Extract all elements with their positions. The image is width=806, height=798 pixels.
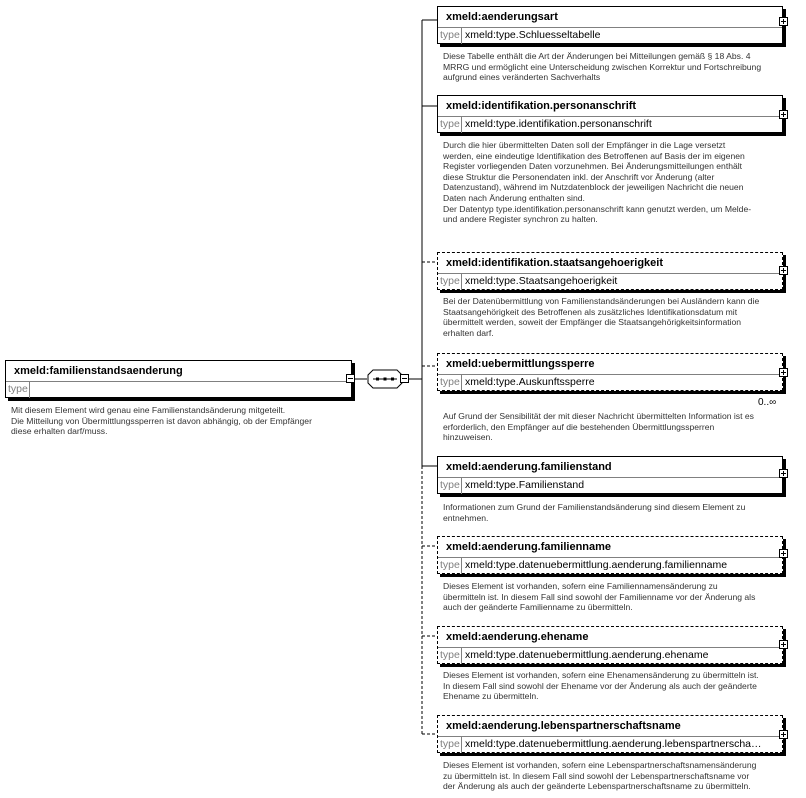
root-element-box[interactable] (5, 360, 352, 398)
root-type-label: type (6, 382, 30, 398)
child-type-value: xmeld:type.Staatsangehoerigkeit (465, 275, 618, 287)
child-type-row (438, 736, 782, 753)
expand-plus-icon[interactable] (779, 368, 788, 377)
root-element-name: xmeld:familienstandsaenderung (14, 365, 183, 377)
expand-plus-icon[interactable] (779, 266, 788, 275)
child-element-name: xmeld:aenderung.familienname (446, 541, 612, 553)
child-element-box[interactable] (437, 353, 783, 391)
child-type-row (438, 116, 782, 133)
child-type-row (438, 273, 782, 290)
root-documentation: Mit diesem Element wird genau eine Familienstandsänderung mitgeteilt. Die Mitteilung von Übermittlungssperren ist davon abhängig, ob der Empfänger diese erhalten darf/muss. (11, 405, 312, 437)
expand-plus-icon[interactable] (779, 730, 788, 739)
expand-plus-icon[interactable] (779, 469, 788, 478)
child-type-value: xmeld:type.Familienstand (465, 479, 585, 491)
child-documentation: Diese Tabelle enthält die Art der Änderungen bei Mitteilungen gemäß § 18 Abs. 4 MRRG und ermöglicht eine Unterscheidung zwischen Korrektur und Fortschreibung aufgrund eines veränderten Sachverhalts (443, 51, 762, 83)
child-type-label: type (438, 558, 462, 574)
child-type-value: xmeld:type.Auskunftssperre (465, 376, 595, 388)
child-documentation: Dieses Element ist vorhanden, sofern eine Ehenamensänderung zu übermitteln ist. In diesem Fall sind sowohl der Ehename vor der Änderung als auch der geänderte Ehename zu übermitteln. (443, 670, 759, 702)
sequence-collapse-icon[interactable] (400, 374, 409, 383)
child-element-box[interactable] (437, 536, 783, 574)
child-element-box[interactable] (437, 626, 783, 664)
child-element-name: xmeld:aenderung.ehename (446, 631, 589, 643)
occurrence-label: 0..∞ (758, 397, 777, 408)
expand-plus-icon[interactable] (779, 640, 788, 649)
child-element-box[interactable] (437, 252, 783, 290)
child-element-box[interactable] (437, 715, 783, 753)
expand-plus-icon[interactable] (779, 549, 788, 558)
child-type-row (438, 477, 782, 494)
child-documentation: Dieses Element ist vorhanden, sofern eine Lebenspartnerschaftsnamensänderung zu übermitteln ist. In diesem Fall sind sowohl der Lebenspartnerschaftsname vor der Änderung als auch der geänderte Lebenspartnerschaftsname zu übermitteln. (443, 760, 757, 792)
child-documentation: Informationen zum Grund der Familienstandsänderung sind diesem Element zu entnehmen. (443, 502, 746, 523)
child-documentation: Auf Grund der Sensibilität der mit dieser Nachricht übermittelten Information ist es erforderlich, den Empfänger auf die bestehenden Übermittlungssperren hinzuweisen. (443, 411, 754, 443)
child-element-box[interactable] (437, 6, 783, 44)
child-type-value: xmeld:type.datenuebermittlung.aenderung.familienname (465, 559, 728, 571)
expand-plus-icon[interactable] (779, 110, 788, 119)
child-type-value: xmeld:type.datenuebermittlung.aenderung.lebenspartnerscha… (465, 738, 762, 750)
child-type-label: type (438, 648, 462, 664)
child-documentation: Durch die hier übermittelten Daten soll der Empfänger in die Lage versetzt werden, eine eindeutige Identifikation des Betroffenen auf Basis der im eigenen Register vorliegenden Daten vorzunehmen. Bei Änderungsmitteilungen enthält diese Struktur die Personendaten inkl. der Anschrift vor Änderung (alter Datenzustand), während im Nutzdatenblock der jeweiligen Nachricht die neuen Daten nach Änderung enthalten sind. Der Datentyp type.identifikation.personanschrift kann genutzt werden, um Melde- und andere Register synchron zu halten. (443, 140, 752, 225)
child-type-row (438, 374, 782, 391)
child-type-row (438, 557, 782, 574)
expand-plus-icon[interactable] (779, 17, 788, 26)
child-type-value: xmeld:type.identifikation.personanschrift (465, 118, 652, 130)
child-element-name: xmeld:uebermittlungssperre (446, 358, 595, 370)
child-element-name: xmeld:identifikation.staatsangehoerigkeit (446, 257, 663, 269)
child-element-name: xmeld:aenderung.lebenspartnerschaftsname (446, 720, 681, 732)
child-type-label: type (438, 737, 462, 753)
root-type-row (6, 381, 351, 398)
child-element-box[interactable] (437, 456, 783, 494)
child-element-name: xmeld:aenderung.familienstand (446, 461, 612, 473)
child-element-name: xmeld:identifikation.personanschrift (446, 100, 637, 112)
child-type-label: type (438, 117, 462, 133)
child-type-row (438, 27, 782, 44)
child-type-value: xmeld:type.datenuebermittlung.aenderung.ehename (465, 649, 709, 661)
child-type-label: type (438, 375, 462, 391)
child-documentation: Bei der Datenübermittlung von Familienstandsänderungen bei Ausländern kann die Staatsangehörigkeit des Betroffenen als zusätzliches Identifikationsdatum mit übermittelt werden, soweit der Empfänger die Staatsangehörigkeitsinformation erhalten darf. (443, 296, 760, 338)
child-documentation: Dieses Element ist vorhanden, sofern eine Familiennamensänderung zu übermitteln ist. In diesem Fall sind sowohl der Familienname vor der Änderung als auch der geänderte Familienname zu übermitteln. (443, 581, 756, 613)
child-element-box[interactable] (437, 95, 783, 133)
child-type-row (438, 647, 782, 664)
child-type-label: type (438, 478, 462, 494)
root-collapse-icon[interactable] (346, 374, 355, 383)
child-type-label: type (438, 274, 462, 290)
child-type-value: xmeld:type.Schluesseltabelle (465, 29, 601, 41)
child-element-name: xmeld:aenderungsart (446, 11, 558, 23)
sequence-compositor-icon[interactable] (367, 369, 403, 389)
child-type-label: type (438, 28, 462, 44)
root-type-value (30, 382, 351, 398)
